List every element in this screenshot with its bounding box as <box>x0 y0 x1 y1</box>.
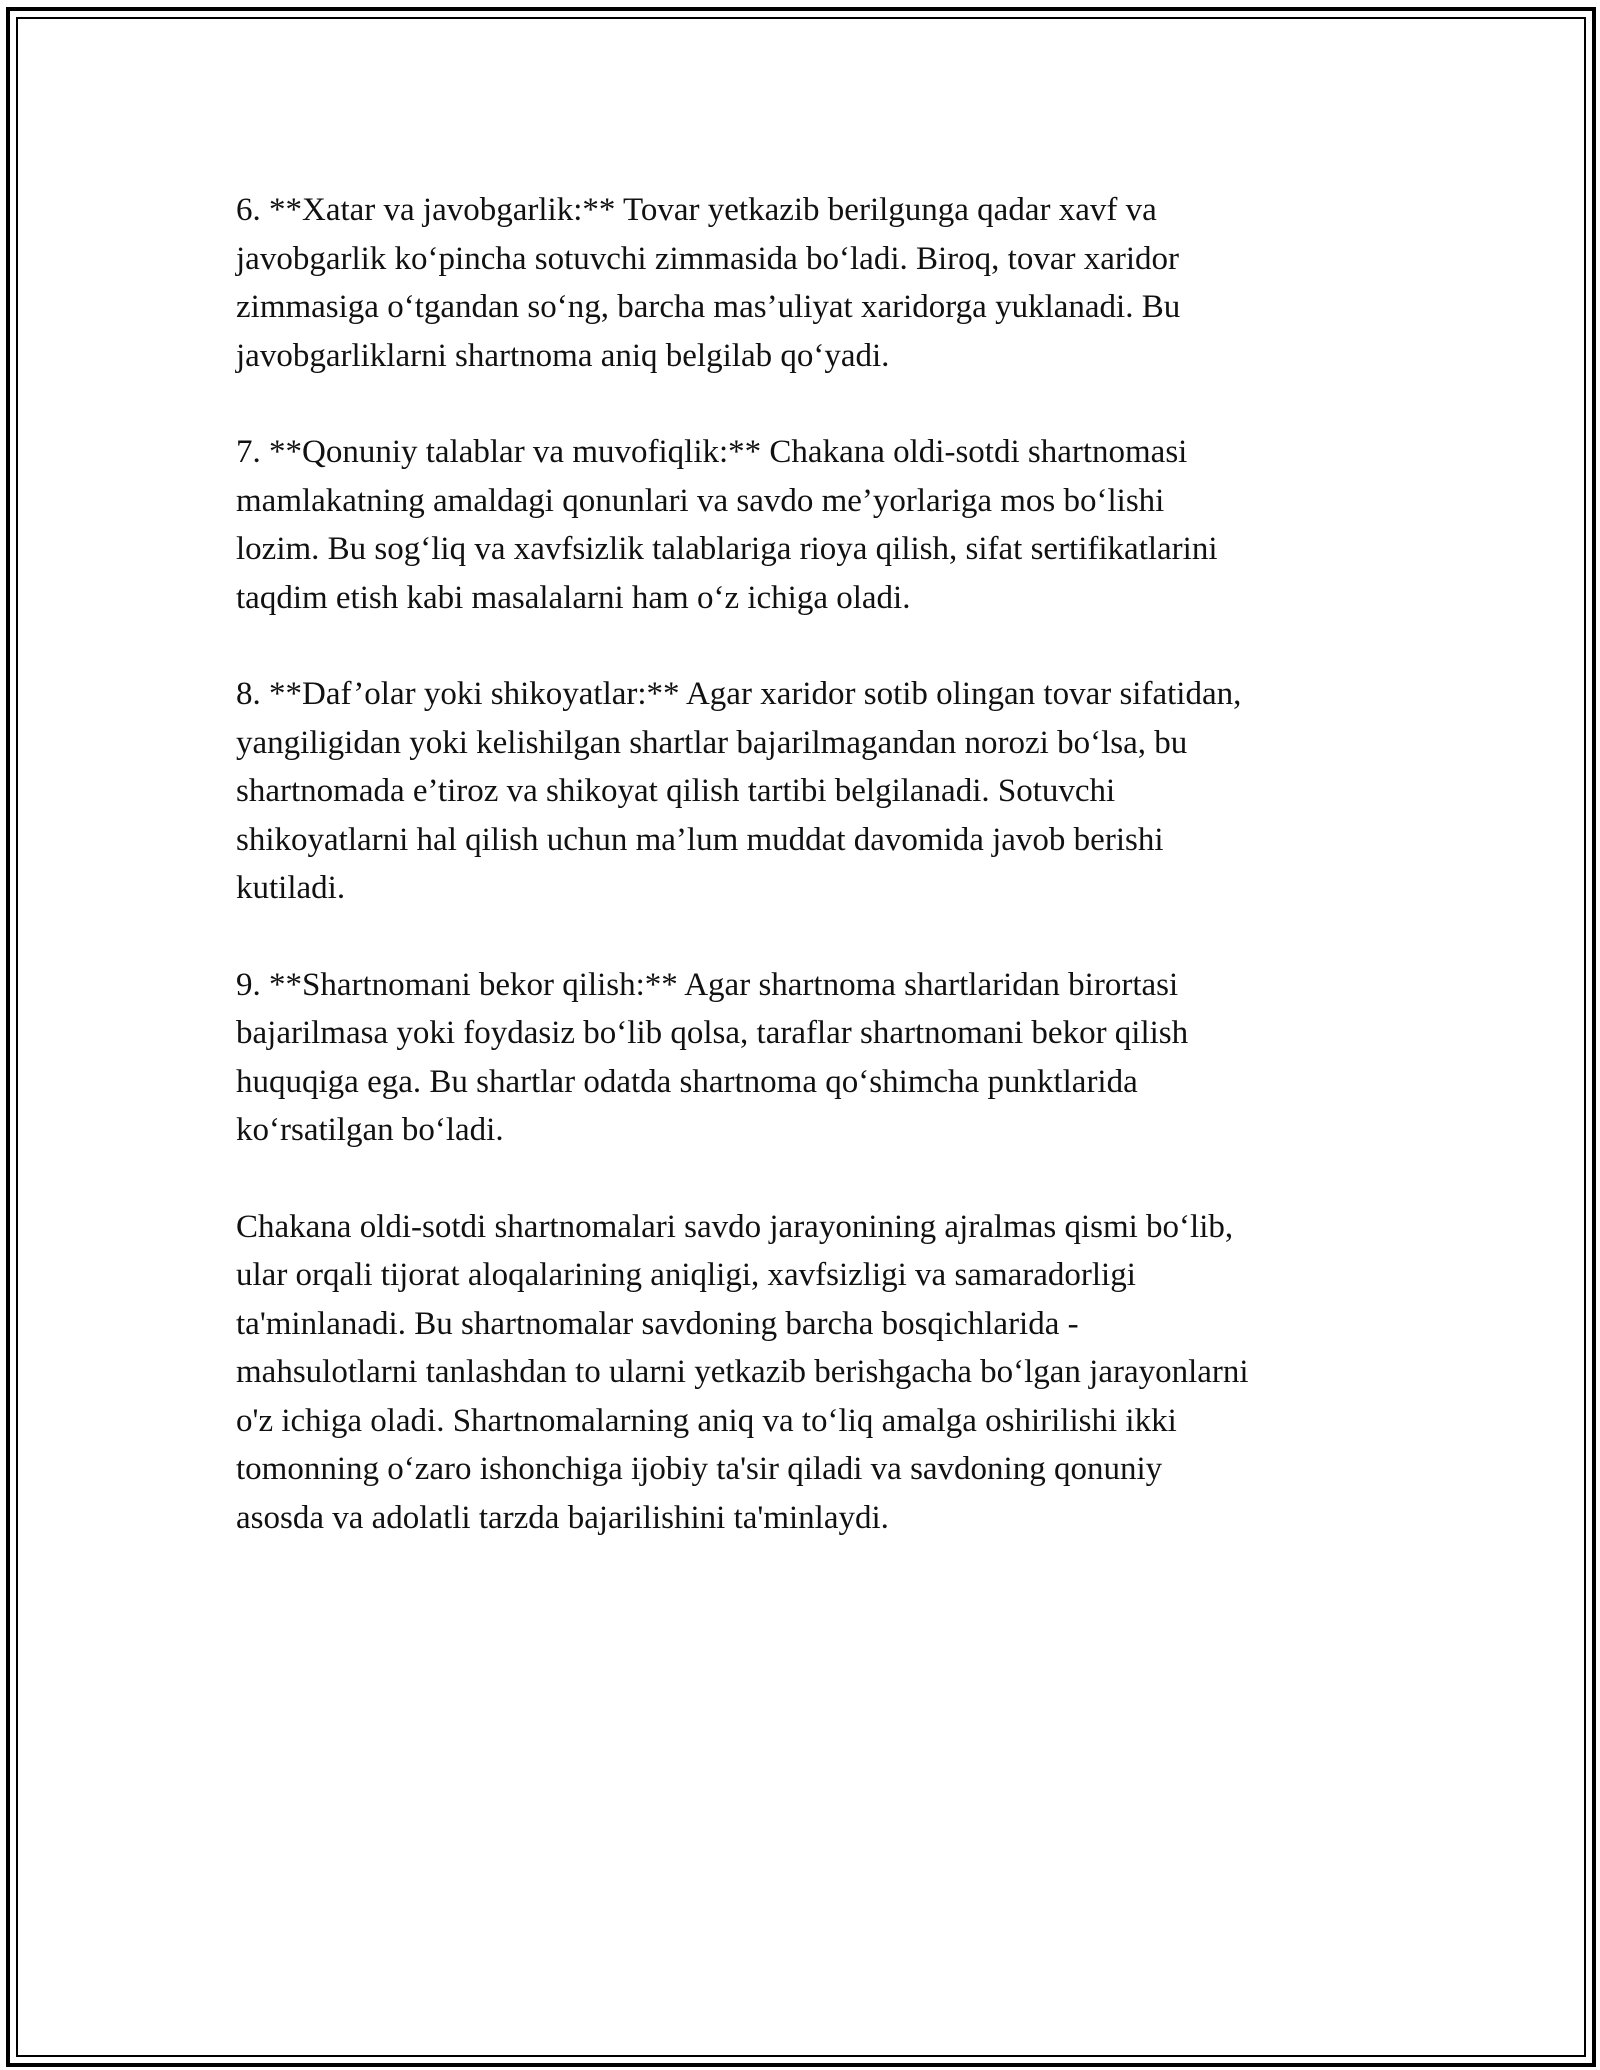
document-body <box>236 186 1386 1590</box>
paragraph-item-7-legal-compliance: 7. **Qonuniy talablar va muvofiqlik:** Chakana oldi-sotdi shartnomasi mamlakatning amaldagi qonunlari va savdo me’yorlariga mos bo‘lishi lozim. Bu sog‘liq va xavfsizlik talablariga rioya qilish, sifat sertifikatlarini taqdim etish kabi masalalarni ham o‘z ichiga oladi. <box>236 434 1218 616</box>
paragraph-item-8-complaints: 8. **Daf’olar yoki shikoyatlar:** Agar xaridor sotib olingan tovar sifatidan, yangiligidan yoki kelishilgan shartlar bajarilmagandan norozi bo‘lsa, bu shartnomada e’tiroz va shikoyat qilish tartibi belgilanadi. Sotuvchi shikoyatlarni hal qilish uchun ma’lum muddat davomida javob berishi kutiladi. <box>236 676 1242 906</box>
paragraph-item-6-risk-liability: 6. **Xatar va javobgarlik:** Tovar yetkazib berilgunga qadar xavf va javobgarlik ko‘pincha sotuvchi zimmasida bo‘ladi. Biroq, tovar xaridor zimmasiga o‘tgandan so‘ng, barcha mas’uliyat xaridorga yuklanadi. Bu javobgarliklarni shartnoma aniq belgilab qo‘yadi. <box>236 192 1181 374</box>
paragraph-conclusion: Chakana oldi-sotdi shartnomalari savdo jarayonining ajralmas qismi bo‘lib, ular orqali tijorat aloqalarining aniqligi, xavfsizligi va samaradorligi ta'minlanadi. Bu shartnomalar savdoning barcha bosqichlarida - mahsulotlarni tanlashdan to ularni yetkazib berishgacha bo‘lgan jarayonlarni o'z ichiga oladi. Shartnomalarning aniq va to‘liq amalga oshirilishi ikki tomonning o‘zaro ishonchiga ijobiy ta'sir qiladi va savdoning qonuniy asosda va adolatli tarzda bajarilishini ta'minlaydi. <box>236 1208 1249 1536</box>
paragraph-item-9-termination: 9. **Shartnomani bekor qilish:** Agar shartnoma shartlaridan birortasi bajarilmasa yoki foydasiz bo‘lib qolsa, taraflar shartnomani bekor qilish huquqiga ega. Bu shartlar odatda shartnoma qo‘shimcha punktlarida ko‘rsatilgan bo‘ladi. <box>236 966 1189 1148</box>
